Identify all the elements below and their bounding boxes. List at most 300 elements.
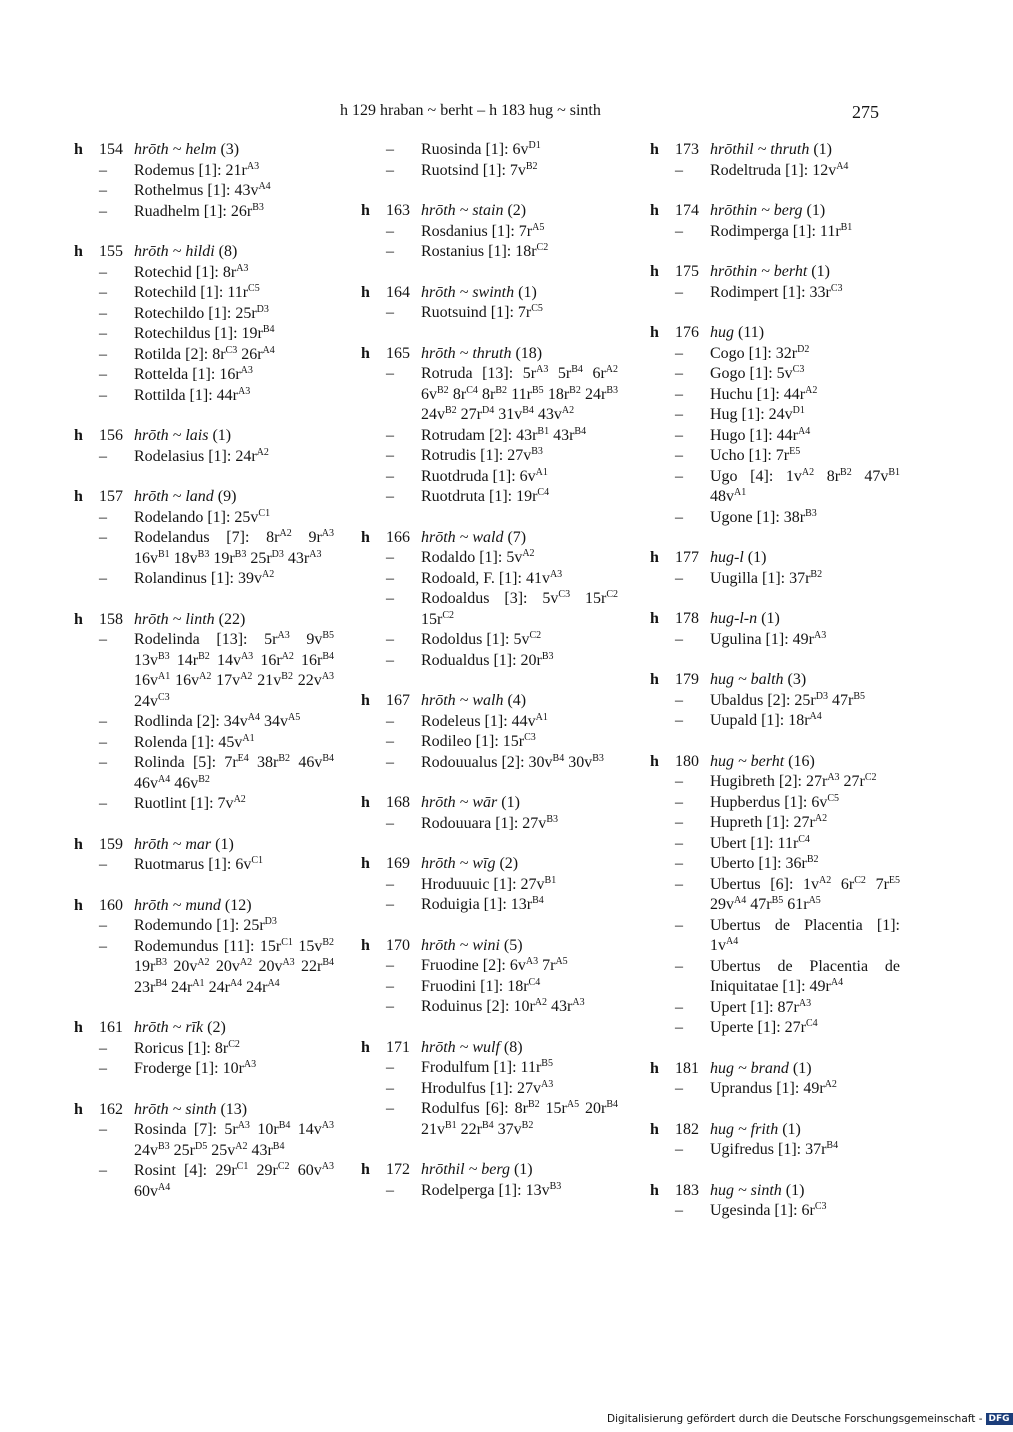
folio-sigil: D1 (792, 405, 805, 416)
folio-ref: 11r (507, 385, 532, 403)
entry-heading (74, 1100, 334, 1121)
name-form (74, 304, 334, 325)
folio-sigil: A4 (830, 977, 844, 988)
name-form (361, 977, 618, 998)
entry-heading (361, 528, 618, 549)
folio-ref: 10r (249, 1121, 279, 1138)
dash-marker: – (99, 529, 107, 546)
folio-sigil: D3 (264, 916, 277, 927)
form-text (421, 1058, 618, 1079)
folio-ref: 16r (253, 651, 282, 669)
folio-ref: 22v (292, 672, 322, 689)
entry-number: 164 (386, 283, 410, 301)
dictionary-entry (74, 896, 334, 999)
dash-marker: – (99, 917, 107, 934)
folio-ref: 7r (865, 875, 889, 893)
folio-sigil: A4 (836, 160, 849, 172)
folio-sigil: C4 (528, 976, 541, 988)
folio-sigil: A4 (797, 425, 811, 437)
folio-sigil: A3 (525, 956, 539, 967)
lemma-text: hrōthil ~ thruth (710, 141, 810, 158)
entry-heading (361, 201, 618, 222)
dictionary-entry (74, 426, 334, 467)
folio-ref: 15r (421, 610, 443, 628)
entry-lemma (134, 1018, 226, 1039)
entry-lemma (421, 201, 526, 222)
entry-prefix: h (361, 283, 370, 301)
folio-sigil: A2 (801, 466, 815, 478)
folio-sigil: C5 (827, 792, 839, 804)
lemma-text: hrōth ~ wulf (421, 1038, 500, 1056)
entry-heading (650, 752, 900, 773)
entry-heading (74, 610, 334, 631)
entry-prefix: h (650, 1181, 659, 1199)
name-form (74, 386, 334, 407)
dictionary-entry (74, 1018, 334, 1080)
dash-marker: – (99, 508, 107, 526)
dash-marker: – (386, 488, 394, 505)
folio-sigil: A1 (192, 977, 205, 989)
folio-sigil: B3 (234, 548, 247, 560)
lemma-count: (16) (788, 752, 815, 770)
lemma-text: hug-l-n (710, 610, 758, 627)
folio-ref: 27r (456, 406, 482, 423)
lemma-count: (1) (212, 427, 232, 444)
name-form (74, 263, 334, 284)
folio-sigil: A1 (242, 732, 255, 744)
folio-ref: Ugifredus [1]: 37r (710, 1141, 827, 1158)
dash-marker: – (386, 753, 394, 771)
form-text (421, 977, 618, 998)
folio-sigil: A4 (158, 773, 171, 785)
form-text (710, 161, 900, 182)
column-1 (74, 140, 334, 1222)
folio-ref: 20v (252, 958, 283, 975)
entry-heading (650, 1059, 900, 1080)
entry-number: 158 (99, 610, 123, 628)
form-text (134, 1059, 334, 1080)
dash-marker: – (675, 467, 683, 485)
dash-marker: – (99, 754, 107, 771)
folio-sigil: B5 (531, 384, 544, 396)
form-text (710, 875, 900, 916)
name-form (361, 630, 618, 651)
entry-heading (74, 835, 334, 856)
dash-marker: – (99, 263, 107, 281)
name-form (74, 712, 334, 733)
folio-sigil: B1 (544, 874, 557, 886)
folio-ref: 14v (209, 651, 241, 669)
lemma-count: (1) (747, 549, 767, 566)
folio-ref: Uberto [1]: 36r (710, 855, 807, 872)
form-text (134, 283, 334, 304)
form-text (134, 447, 334, 468)
entry-heading (361, 936, 618, 957)
folio-sigil: A4 (258, 181, 271, 192)
folio-ref: 7r (538, 957, 556, 974)
folio-sigil: B5 (853, 690, 865, 702)
folio-ref: 43r (283, 549, 310, 567)
entry-prefix: h (361, 936, 370, 954)
folio-ref: 30v (564, 753, 593, 771)
name-form (361, 140, 618, 161)
entry-number: 154 (99, 141, 123, 158)
folio-ref: 8r (814, 467, 841, 485)
lemma-text: hrōth ~ thruth (421, 344, 512, 362)
lemma-count: (8) (218, 243, 238, 260)
lemma-text: hrōthin ~ berg (710, 202, 803, 219)
form-text (710, 957, 900, 998)
entry-heading (74, 426, 334, 447)
dash-marker: – (675, 406, 683, 423)
folio-sigil: A3 (237, 385, 251, 397)
entry-number: 155 (99, 243, 123, 260)
folio-ref: Uugilla [1]: 37r (710, 569, 811, 587)
dictionary-entry (361, 1038, 618, 1141)
folio-ref: Rodemundus [11]: 15r (134, 937, 282, 955)
entry-lemma (134, 426, 231, 447)
running-header (0, 100, 1000, 124)
name-form (650, 813, 900, 834)
dictionary-entry (361, 936, 618, 1018)
name-form (650, 1018, 900, 1039)
name-form (361, 956, 618, 977)
folio-sigil: A4 (809, 711, 822, 722)
name-form (74, 916, 334, 937)
folio-sigil: B2 (281, 671, 293, 682)
folio-sigil: D3 (815, 690, 828, 702)
folio-ref: Rodemus [1]: 21r (134, 161, 247, 179)
lemma-count: (5) (503, 936, 523, 954)
folio-ref: 61r (783, 896, 809, 913)
entry-heading (361, 854, 618, 875)
entry-heading (650, 670, 900, 691)
dash-marker: – (99, 1039, 107, 1057)
name-form (650, 385, 900, 406)
column-3 (650, 140, 900, 1242)
lemma-count: (1) (761, 610, 780, 627)
dash-marker: – (675, 998, 683, 1016)
folio-sigil: B3 (158, 650, 170, 662)
folio-ref: Cogo [1]: 32r (710, 344, 798, 362)
name-form (74, 283, 334, 304)
folio-sigil: C4 (805, 1018, 818, 1029)
form-text (710, 364, 900, 385)
folio-sigil: C4 (537, 487, 550, 498)
lemma-text: hrōthil ~ berg (421, 1161, 510, 1178)
folio-ref: Ruotsuind [1]: 7r (421, 304, 532, 321)
folio-sigil: B4 (574, 425, 587, 437)
name-form (361, 364, 618, 426)
name-form (74, 753, 334, 794)
entry-number: 175 (675, 263, 699, 280)
form-text (134, 181, 334, 202)
name-form (650, 711, 900, 732)
name-form (361, 589, 618, 630)
entry-prefix: h (361, 1038, 370, 1056)
name-form (74, 508, 334, 529)
form-text (134, 712, 334, 733)
folio-sigil: E5 (789, 446, 801, 457)
folio-ref: 19r (134, 958, 156, 975)
lemma-count: (4) (507, 692, 527, 709)
form-text (134, 161, 334, 182)
folio-ref: Ruotlint [1]: 7v (134, 795, 234, 812)
lemma-text: hrōth ~ lais (134, 427, 209, 444)
folio-sigil: A3 (240, 365, 253, 376)
lemma-text: hrōth ~ stain (421, 202, 504, 219)
form-text (710, 1140, 900, 1161)
form-text (710, 405, 900, 426)
folio-sigil: A3 (572, 997, 585, 1008)
entry-prefix: h (361, 344, 370, 362)
folio-ref: Ugone [1]: 38r (710, 508, 806, 526)
dash-marker: – (99, 570, 107, 587)
form-text (134, 794, 334, 815)
dash-marker: – (675, 365, 683, 382)
folio-sigil: A2 (239, 957, 253, 968)
folio-ref: Rothelmus [1]: 43v (134, 182, 259, 199)
folio-sigil: B2 (437, 384, 449, 396)
entry-heading (74, 1018, 334, 1039)
name-form (650, 834, 900, 855)
name-form (74, 630, 334, 712)
name-form (650, 875, 900, 916)
lemma-text: hrōth ~ rīk (134, 1019, 204, 1036)
name-form (650, 426, 900, 447)
folio-sigil: A3 (549, 568, 563, 580)
folio-ref: 43r (247, 1141, 273, 1159)
dictionary-entry (74, 242, 334, 406)
folio-ref: Ugesinda [1]: 6r (710, 1202, 815, 1219)
folio-ref: Uprandus [1]: 49r (710, 1080, 825, 1097)
dash-marker: – (99, 345, 107, 363)
folio-ref: Rodemundo [1]: 25r (134, 917, 265, 934)
dash-marker: – (99, 161, 107, 179)
name-form (650, 793, 900, 814)
dash-marker: – (386, 243, 394, 260)
form-text (134, 202, 334, 223)
folio-sigil: B1 (888, 466, 900, 478)
dash-marker: – (386, 447, 394, 464)
folio-sigil: B2 (495, 384, 508, 396)
folio-sigil: C2 (536, 242, 549, 253)
lemma-text: hrōth ~ sinth (134, 1100, 217, 1118)
folio-ref: 17v (211, 672, 241, 689)
form-text (134, 753, 334, 794)
folio-sigil: B4 (522, 405, 534, 416)
dash-marker: – (99, 386, 107, 404)
name-form (361, 814, 618, 835)
entry-prefix: h (650, 752, 659, 770)
dictionary-entry (650, 1181, 900, 1222)
folio-sigil: B4 (606, 1099, 619, 1110)
entry-prefix: h (361, 692, 370, 709)
folio-ref: Rotechildo [1]: 25r (134, 304, 257, 322)
name-form (361, 467, 618, 488)
folio-sigil: B1 (445, 1119, 457, 1131)
name-form (361, 1079, 618, 1100)
entry-heading (361, 344, 618, 365)
folio-sigil: A1 (535, 466, 548, 478)
name-form (74, 181, 334, 202)
folio-ref: Fruodini [1]: 18r (421, 977, 529, 995)
entry-lemma (710, 262, 830, 283)
folio-sigil: B1 (158, 548, 170, 560)
dictionary-entry (361, 140, 618, 181)
dash-marker: – (99, 631, 107, 648)
lemma-text: hrōth ~ helm (134, 141, 217, 158)
entry-number: 171 (386, 1038, 410, 1056)
folio-ref: Ugulina [1]: 49r (710, 630, 814, 648)
folio-ref: 34v (260, 713, 288, 730)
entry-heading (74, 140, 334, 161)
folio-sigil: C2 (442, 609, 454, 621)
entry-heading (361, 1038, 618, 1059)
lemma-count: (1) (785, 1181, 805, 1199)
folio-ref: Rotechild [1]: 11r (134, 284, 249, 301)
entry-prefix: h (650, 549, 659, 566)
dash-marker: – (99, 1162, 107, 1179)
entry-heading (361, 793, 618, 814)
name-form (650, 405, 900, 426)
folio-ref: Ubertus de Placentia [1]: 1v (710, 916, 900, 954)
name-form (74, 1161, 334, 1202)
form-text (134, 528, 334, 569)
entry-prefix: h (361, 202, 370, 219)
folio-sigil: B2 (521, 1119, 534, 1131)
name-form (361, 651, 618, 672)
folio-sigil: B2 (806, 854, 819, 865)
folio-sigil: A5 (555, 956, 568, 967)
folio-sigil: D1 (528, 140, 541, 151)
entry-heading (650, 201, 900, 222)
folio-sigil: A2 (522, 548, 535, 559)
form-text (421, 467, 618, 488)
folio-sigil: E4 (237, 753, 249, 764)
entry-heading (74, 487, 334, 508)
entry-number: 166 (386, 528, 410, 546)
form-text (421, 1099, 618, 1140)
folio-ref: Rosdanius [1]: 7r (421, 222, 533, 240)
dash-marker: – (675, 1019, 683, 1036)
dash-marker: – (675, 712, 683, 729)
entry-number: 156 (99, 427, 123, 444)
folio-sigil: B4 (482, 1119, 494, 1131)
name-form (650, 957, 900, 998)
dictionary-entry (650, 548, 900, 589)
folio-sigil: C2 (606, 589, 619, 600)
form-text (710, 467, 900, 508)
name-form (650, 364, 900, 385)
lemma-text: hrōth ~ wini (421, 936, 500, 954)
dictionary-entry (74, 610, 334, 815)
folio-ref: 47v (851, 467, 889, 485)
folio-ref: Rotechid [1]: 8r (134, 263, 237, 281)
entry-lemma (421, 691, 526, 712)
folio-sigil: A1 (158, 671, 171, 682)
folio-sigil: A2 (199, 671, 212, 682)
entry-number: 168 (386, 794, 410, 811)
entry-prefix: h (74, 488, 83, 505)
folio-ref: 5r (548, 365, 572, 382)
name-form (361, 487, 618, 508)
name-form (74, 569, 334, 590)
folio-ref: Ubert [1]: 11r (710, 834, 799, 852)
folio-ref: 47r (746, 896, 772, 913)
folio-sigil: B3 (541, 650, 554, 662)
folio-sigil: B4 (322, 650, 335, 662)
folio-ref: Hupreth [1]: 27r (710, 814, 815, 831)
lemma-text: hug ~ berht (710, 752, 785, 770)
folio-sigil: A3 (240, 650, 254, 662)
form-text (134, 916, 334, 937)
entry-lemma (421, 283, 537, 304)
dash-marker: – (99, 733, 107, 751)
folio-sigil: B5 (541, 1058, 553, 1069)
entry-number: 177 (675, 549, 699, 566)
folio-ref: Rodelperga [1]: 13v (421, 1181, 550, 1199)
entry-heading (650, 609, 900, 630)
folio-ref: 60v (134, 1182, 158, 1200)
lemma-count: (1) (215, 835, 234, 853)
folio-sigil: C5 (531, 303, 543, 314)
folio-sigil: B2 (278, 753, 291, 764)
folio-ref: Rodimpert [1]: 33r (710, 283, 831, 301)
folio-sigil: A5 (532, 221, 545, 233)
entry-heading (361, 691, 618, 712)
entry-prefix: h (74, 835, 83, 853)
name-form (74, 1039, 334, 1060)
folio-ref: Uupald [1]: 18r (710, 712, 810, 729)
name-form (74, 1059, 334, 1080)
lemma-count: (11) (738, 324, 765, 341)
folio-ref: 8r (448, 385, 467, 403)
folio-ref: 38r (248, 754, 279, 771)
lemma-count: (7) (507, 528, 527, 546)
entry-prefix: h (361, 528, 370, 546)
name-form (650, 508, 900, 529)
folio-sigil: C3 (158, 691, 170, 703)
folio-ref: 24v (134, 692, 158, 710)
folio-ref: Rolandinus [1]: 39v (134, 570, 262, 587)
entry-lemma (421, 1038, 523, 1059)
entry-heading (650, 323, 900, 344)
lemma-text: hrōth ~ mar (134, 835, 212, 853)
form-text (421, 630, 618, 651)
folio-sigil: A2 (281, 650, 294, 662)
folio-sigil: A3 (321, 671, 335, 682)
dash-marker: – (675, 773, 683, 790)
entry-number: 167 (386, 692, 410, 709)
lemma-count: (3) (787, 671, 807, 688)
name-form (650, 854, 900, 875)
folio-sigil: A2 (262, 569, 275, 580)
column-2 (361, 140, 618, 1221)
folio-sigil: B2 (569, 384, 581, 396)
entry-prefix: h (74, 610, 83, 628)
dash-marker: – (386, 590, 394, 607)
entry-number: 180 (675, 752, 699, 770)
dictionary-entry (650, 140, 900, 181)
folio-ref: Hug [1]: 24v (710, 406, 793, 423)
folio-sigil: A5 (566, 1099, 580, 1110)
folio-sigil: C3 (792, 364, 805, 375)
folio-sigil: B2 (198, 773, 210, 785)
name-form (361, 712, 618, 733)
folio-sigil: B3 (531, 446, 543, 457)
form-text (421, 222, 618, 243)
